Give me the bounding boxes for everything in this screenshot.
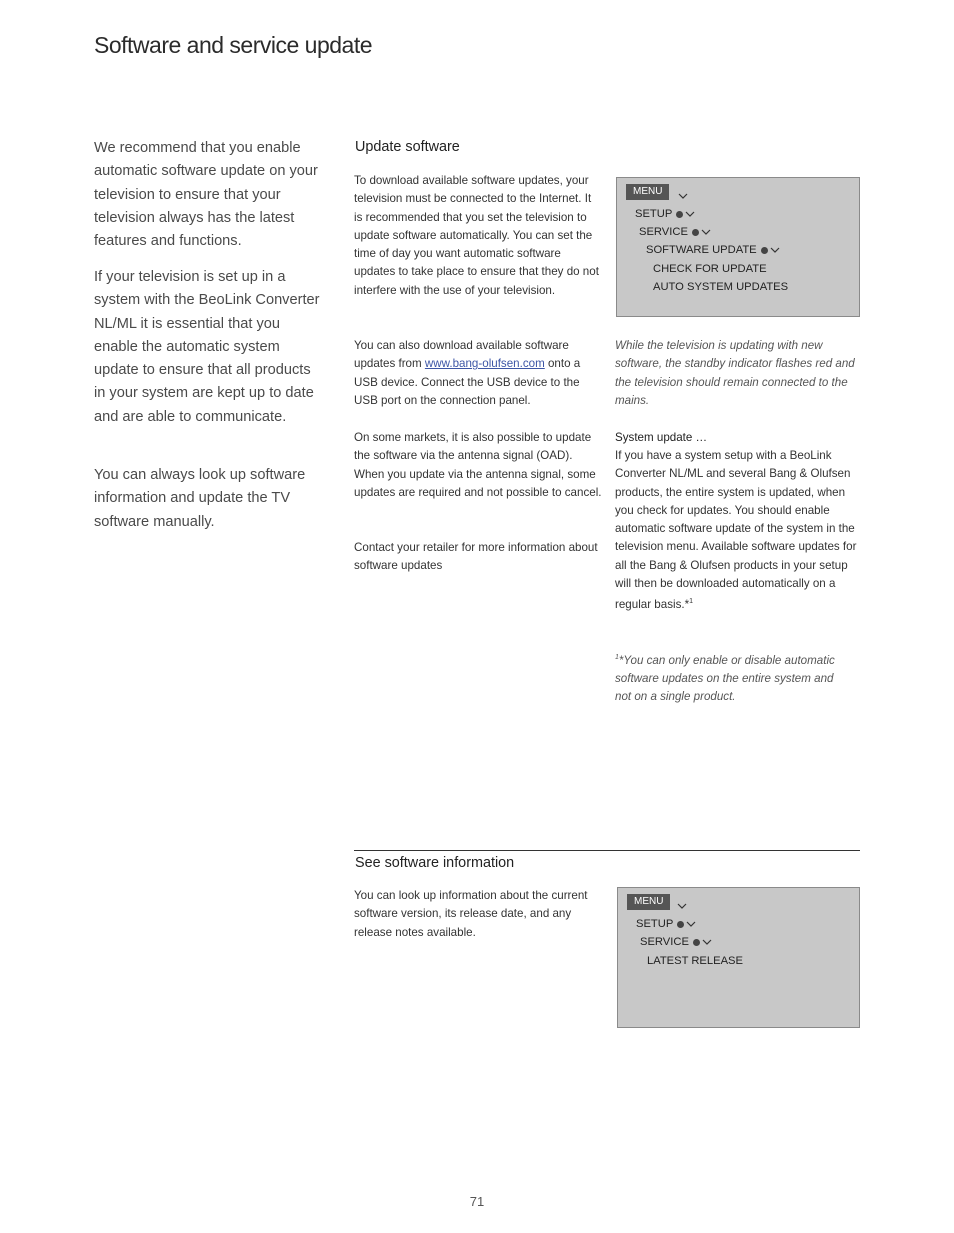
- menu-label: SOFTWARE UPDATE: [646, 244, 757, 256]
- menu-row-service: [639, 225, 711, 239]
- see-software-info-heading: See software information: [355, 855, 515, 871]
- intro-paragraph-1: We recommend that you enable automatic software update on your television to ensure that your television always has the latest features and functions.: [94, 140, 318, 250]
- menu-row-auto-system-updates: AUTO SYSTEM UPDATES: [653, 281, 789, 293]
- menu-row-service: [640, 935, 712, 949]
- software-update-menu-diagram: [616, 177, 860, 317]
- update-software-paragraph-3: On some markets, it is also possible to update the software via the antenna signal (OAD). When you update via the antenna signal, some updates are required and not possible to cancel.: [354, 431, 602, 499]
- dot-icon: [677, 921, 684, 928]
- menu-row-software-update: [646, 243, 780, 257]
- chevron-down-icon: [701, 229, 711, 236]
- system-update-heading: System update …: [615, 431, 708, 444]
- chevron-down-icon: [686, 921, 696, 928]
- menu-row-setup: [636, 917, 696, 931]
- page-number: 71: [469, 1194, 485, 1209]
- footnote: [615, 649, 851, 707]
- standby-note: While the television is updating with new software, the standby indicator flashes red and the television should remain connected to the mains.: [615, 339, 855, 407]
- update-software-paragraph-1: To download available software updates, your television must be connected to the Internet. It is recommended that you set the television to update software automatically. You can set the time of day you want automatic software updates to take place to ensure that they do not interfere with the use of your television.: [354, 174, 599, 297]
- paragraph-text: onto a USB device. Connect the USB device to the USB port on the connection panel.: [354, 357, 581, 407]
- chevron-down-icon: [677, 903, 687, 910]
- software-info-menu-diagram: [617, 887, 860, 1028]
- menu-label: SETUP: [635, 208, 673, 220]
- bang-olufsen-link[interactable]: www.bang-olufsen.com: [424, 357, 545, 371]
- dot-icon: [761, 247, 768, 254]
- menu-tag: MENU: [626, 184, 669, 200]
- system-update-text: [615, 447, 863, 615]
- footnote-number: 1: [615, 654, 619, 661]
- system-update-body: If you have a system setup with a BeoLink Converter NL/ML and several Bang & Olufsen products, the entire system is updated, when you check for updates. You should enable automatic software update of the system in the television menu. Available software updates for all the Bang & Olufsen products in your setup will then be downloaded automatically on a regular basis.*: [615, 449, 857, 612]
- chevron-down-icon: [685, 211, 695, 218]
- menu-label: SERVICE: [640, 936, 689, 948]
- menu-row-setup: [635, 207, 695, 221]
- section-divider: [354, 850, 860, 851]
- dot-icon: [692, 229, 699, 236]
- dot-icon: [676, 211, 683, 218]
- see-software-info-paragraph: You can look up information about the current software version, its release date, and any release notes available.: [354, 889, 588, 939]
- menu-row-check-for-update: CHECK FOR UPDATE: [653, 263, 767, 275]
- intro-paragraph-2: If your television is set up in a system with the BeoLink Converter NL/ML it is essential that you enable the automatic system update to ensure that all products in your system are kept up to date and are able to communicate.: [94, 269, 320, 425]
- menu-row-latest-release: LATEST RELEASE: [647, 955, 743, 967]
- dot-icon: [693, 939, 700, 946]
- paragraph-text: You can also download available software updates from: [354, 339, 569, 371]
- chevron-down-icon: [678, 193, 688, 200]
- menu-label: SERVICE: [639, 226, 688, 238]
- footnote-text: *You can only enable or disable automatic software updates on the entire system and not on a single product.: [615, 653, 835, 704]
- update-software-paragraph-4: Contact your retailer for more information about software updates: [354, 541, 598, 573]
- chevron-down-icon: [770, 247, 780, 254]
- update-software-heading: Update software: [355, 139, 460, 155]
- page-title: Software and service update: [94, 32, 373, 58]
- update-software-paragraph-2: [354, 337, 602, 410]
- intro-paragraph-3: You can always look up software information and update the TV software manually.: [94, 467, 306, 530]
- footnote-marker: 1: [689, 598, 694, 606]
- menu-tag: MENU: [627, 894, 670, 910]
- chevron-down-icon: [702, 939, 712, 946]
- menu-label: SETUP: [636, 918, 674, 930]
